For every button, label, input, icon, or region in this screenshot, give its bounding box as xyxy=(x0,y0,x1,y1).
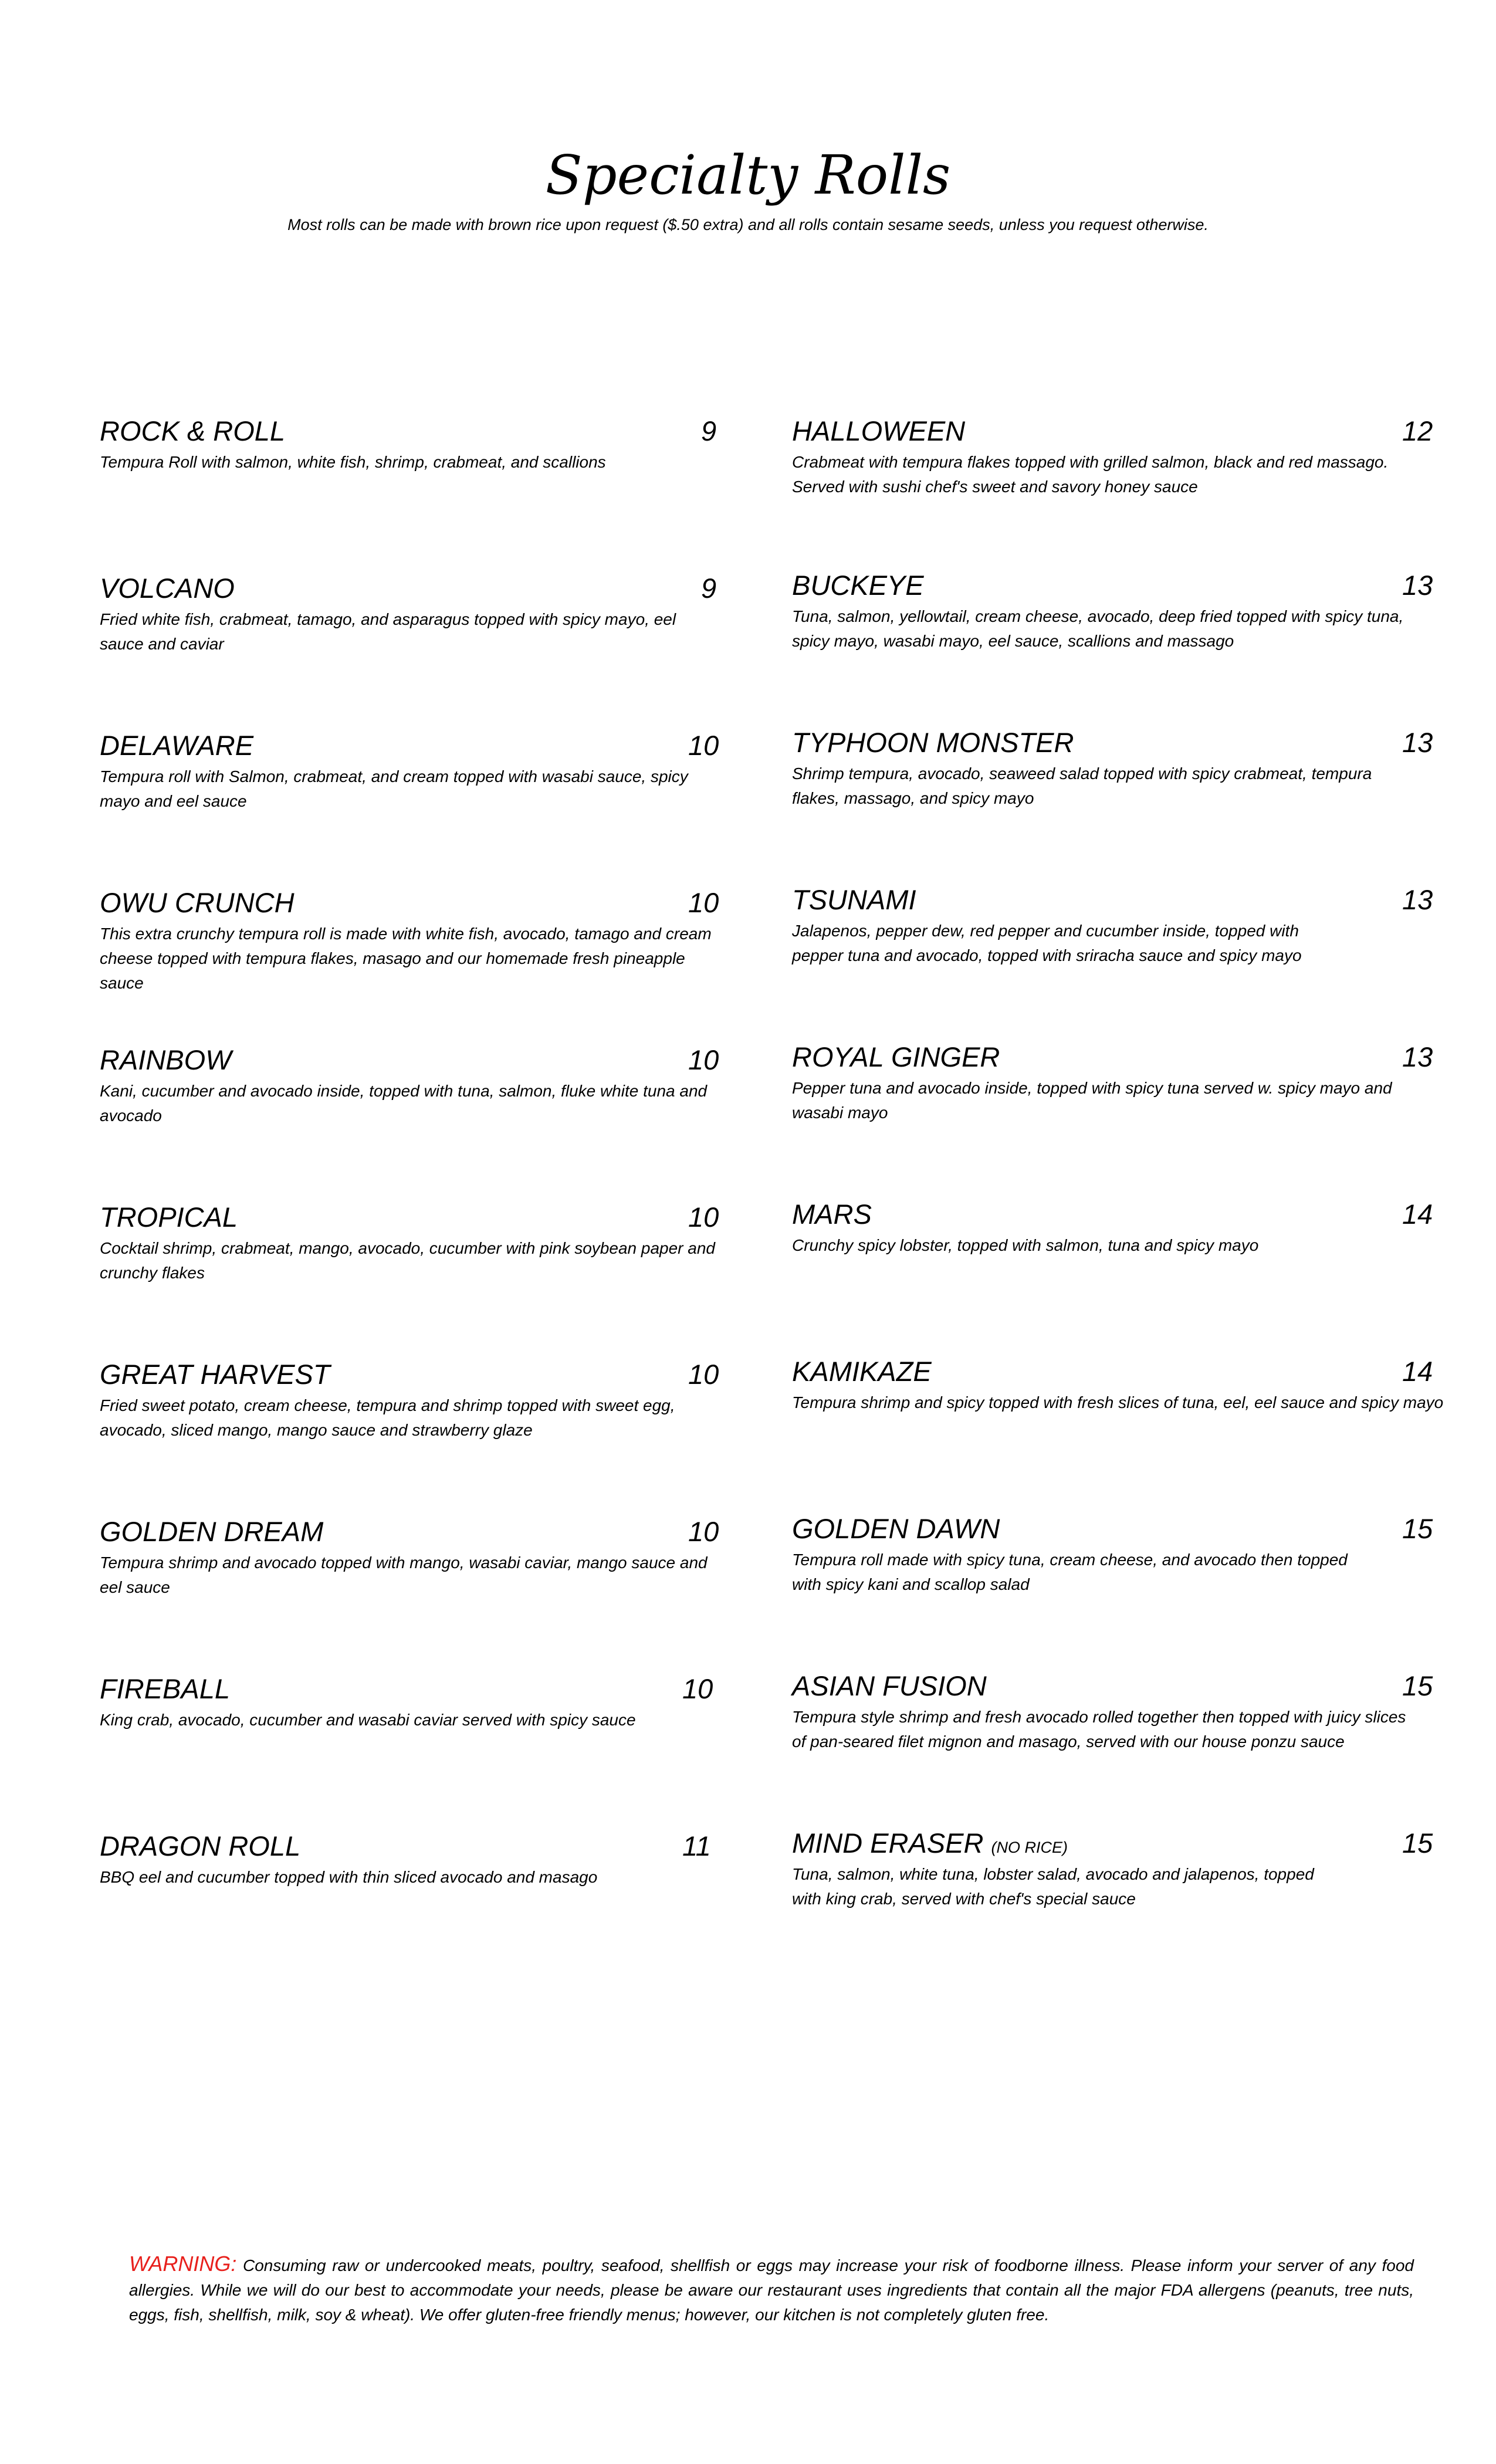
item-description: Tempura Roll with salmon, white fish, shrimp, crabmeat, and scallions xyxy=(100,453,606,471)
menu-item xyxy=(100,728,722,814)
item-description: Cocktail shrimp, crabmeat, mango, avocado, cucumber with pink soybean paper and crunchy flakes xyxy=(100,1239,715,1282)
item-description: Jalapenos, pepper dew, red pepper and cucumber inside, topped with pepper tuna and avocado, topped with sriracha sauce and spicy mayo xyxy=(792,922,1302,964)
menu-item xyxy=(100,1043,722,1128)
item-description: Tuna, salmon, yellowtail, cream cheese, avocado, deep fried topped with spicy tuna, spicy mayo, wasabi mayo, eel sauce, scallions and massago xyxy=(792,607,1404,650)
item-price: 10 xyxy=(688,1359,719,1390)
menu-item xyxy=(100,1514,722,1600)
menu-item xyxy=(792,1511,1433,1597)
item-name: KAMIKAZE xyxy=(792,1356,932,1387)
item-description: King crab, avocado, cucumber and wasabi caviar served with spicy sauce xyxy=(100,1711,636,1729)
item-name: ROCK & ROLL xyxy=(100,415,286,446)
item-name: RAINBOW xyxy=(100,1044,232,1075)
item-description: Crunchy spicy lobster, topped with salmon, tuna and spicy mayo xyxy=(792,1236,1259,1254)
item-description: Tempura shrimp and avocado topped with mango, wasabi caviar, mango sauce and eel sauce xyxy=(100,1553,708,1596)
item-price: 10 xyxy=(688,1516,719,1547)
menu-item xyxy=(792,725,1433,811)
menu-item xyxy=(100,1357,722,1443)
menu-item xyxy=(100,1200,722,1285)
item-price: 15 xyxy=(1402,1827,1433,1859)
menu-item xyxy=(792,1668,1433,1754)
item-name: TSUNAMI xyxy=(792,884,916,915)
item-price: 14 xyxy=(1402,1356,1433,1387)
item-name: VOLCANO xyxy=(100,573,235,604)
item-price: 12 xyxy=(1402,415,1433,446)
item-description: Tuna, salmon, white tuna, lobster salad, avocado and jalapenos, topped with king crab, served with chef's special sauce xyxy=(792,1865,1314,1908)
item-description: Pepper tuna and avocado inside, topped with spicy tuna served w. spicy mayo and wasabi mayo xyxy=(792,1079,1392,1122)
item-description: Tempura roll made with spicy tuna, cream cheese, and avocado then topped with spicy kani and scallop salad xyxy=(792,1551,1348,1593)
item-price: 13 xyxy=(1402,727,1433,758)
item-price: 11 xyxy=(682,1830,711,1861)
item-price: 9 xyxy=(701,573,717,604)
item-description: Tempura style shrimp and fresh avocado rolled together then topped with juicy slices of pan-seared filet mignon and masago, served with our house ponzu sauce xyxy=(792,1708,1406,1751)
item-name: DRAGON ROLL xyxy=(100,1830,301,1861)
menu-item xyxy=(792,414,1431,499)
menu-item xyxy=(792,1197,1431,1258)
page-title: Specialty Rolls xyxy=(545,144,951,207)
item-description: Shrimp tempura, avocado, seaweed salad topped with spicy crabmeat, tempura flakes, massago, and spicy mayo xyxy=(792,764,1372,807)
menu-item xyxy=(100,1671,722,1732)
menu-item xyxy=(100,1829,722,1890)
item-name: TROPICAL xyxy=(100,1201,238,1233)
item-description: Fried sweet potato, cream cheese, tempura and shrimp topped with sweet egg, avocado, sliced mango, mango sauce and strawberry glaze xyxy=(100,1396,675,1439)
item-description: Crabmeat with tempura flakes topped with grilled salmon, black and red massago. Served with sushi chef's sweet and savory honey sauce xyxy=(792,453,1389,496)
item-name: GOLDEN DAWN xyxy=(792,1513,1000,1544)
item-note: (NO RICE) xyxy=(991,1839,1068,1856)
item-name: FIREBALL xyxy=(100,1673,231,1704)
menu-item xyxy=(792,1354,1444,1415)
item-price: 10 xyxy=(688,887,719,918)
item-price: 10 xyxy=(688,730,719,761)
menu-item xyxy=(792,882,1433,968)
item-name: HALLOWEEN xyxy=(792,415,966,446)
item-price: 10 xyxy=(682,1673,713,1704)
item-price: 13 xyxy=(1402,884,1433,915)
item-name: ROYAL GINGER xyxy=(792,1041,1000,1072)
item-name: GOLDEN DREAM xyxy=(100,1516,324,1547)
page-subtitle: Most rolls can be made with brown rice upon request ($.50 extra) and all rolls contain sesame seeds, unless you request otherwise. xyxy=(287,216,1209,233)
item-name: DELAWARE xyxy=(100,730,254,761)
item-name: ASIAN FUSION xyxy=(792,1670,987,1701)
item-description: Tempura shrimp and spicy topped with fresh slices of tuna, eel, eel sauce and spicy mayo xyxy=(792,1393,1444,1412)
item-name: MARS xyxy=(792,1199,872,1230)
menu-item xyxy=(100,571,722,656)
item-description: BBQ eel and cucumber topped with thin sliced avocado and masago xyxy=(100,1868,598,1886)
item-description: Fried white fish, crabmeat, tamago, and asparagus topped with spicy mayo, eel sauce and caviar xyxy=(100,610,676,653)
item-price: 15 xyxy=(1402,1670,1433,1701)
item-name: GREAT HARVEST xyxy=(100,1359,330,1390)
warning-text: Consuming raw or undercooked meats, poultry, seafood, shellfish or eggs may increase your risk of foodborne illness. Please inform your server of any food allergies. While we will do our best to accommodate your needs, please be aware our restaurant uses ingredients that contain all the major FDA allergens (peanuts, tree nuts, eggs, fish, shellfish, milk, soy & wheat). We offer gluten-free friendly menus; however, our kitchen is not completely gluten free. xyxy=(129,2256,1414,2324)
menu-item xyxy=(792,1826,1433,1911)
menu-item xyxy=(100,414,722,475)
item-price: 13 xyxy=(1402,1041,1433,1072)
item-name: BUCKEYE xyxy=(792,570,924,601)
item-price: 14 xyxy=(1402,1199,1433,1230)
warning-label: WARNING: xyxy=(129,2252,237,2276)
item-name: TYPHOON MONSTER xyxy=(792,727,1074,758)
item-price: 10 xyxy=(688,1044,719,1075)
menu-item xyxy=(792,568,1433,654)
menu-item xyxy=(792,1040,1433,1125)
item-price: 9 xyxy=(701,415,717,446)
menu-item xyxy=(100,885,727,996)
item-description: This extra crunchy tempura roll is made with white fish, avocado, tamago and cream cheese topped with tempura flakes, masago and our homemade fresh pineapple sauce xyxy=(100,925,712,992)
item-price: 13 xyxy=(1402,570,1433,601)
allergen-warning xyxy=(129,2252,1414,2327)
item-description: Kani, cucumber and avocado inside, topped with tuna, salmon, fluke white tuna and avocado xyxy=(100,1082,708,1125)
item-price: 15 xyxy=(1402,1513,1433,1544)
item-name: MIND ERASER (NO RICE) xyxy=(792,1827,1068,1859)
item-price: 10 xyxy=(688,1201,719,1233)
item-name: OWU CRUNCH xyxy=(100,887,295,918)
item-description: Tempura roll with Salmon, crabmeat, and cream topped with wasabi sauce, spicy mayo and eel sauce xyxy=(100,767,688,810)
